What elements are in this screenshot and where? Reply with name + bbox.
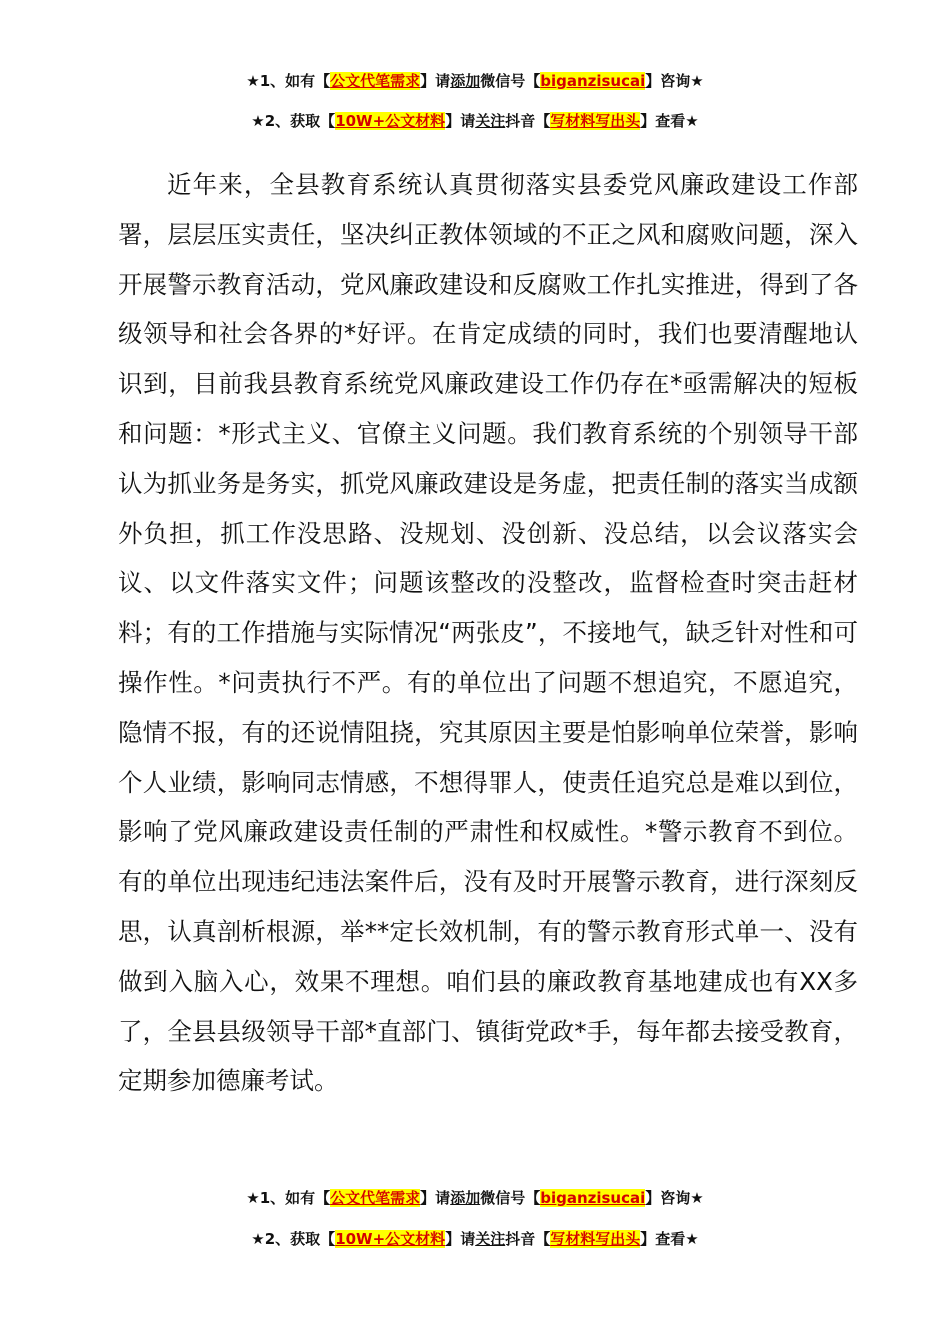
promo-text: 抖音【: [505, 1230, 551, 1248]
promo-text: 微信号【: [480, 1189, 541, 1207]
promo-suffix: 】咨询★: [645, 72, 704, 90]
promo-text: 抖音【: [505, 112, 551, 130]
promo-suffix: 】查看★: [640, 1230, 699, 1248]
promo-highlight-wechat-id: biganzisucai: [540, 72, 646, 90]
promo-prefix: ★1、如有【: [246, 72, 331, 90]
promo-highlight-service: 公文代笔需求: [330, 72, 421, 90]
promo-prefix: ★2、获取【: [251, 1230, 336, 1248]
promo-highlight-wechat-id: biganzisucai: [540, 1189, 646, 1207]
promo-text: 】请: [445, 112, 476, 130]
promo-underlined-action: 添加: [450, 72, 481, 90]
promo-highlight-materials: 10W+公文材料: [335, 1230, 446, 1248]
promo-highlight-douyin-id: 写材料写出头: [550, 1230, 641, 1248]
header-promo-line-2: [0, 110, 950, 132]
promo-text: 】请: [420, 1189, 451, 1207]
promo-text: 微信号【: [480, 72, 541, 90]
promo-text: 】请: [445, 1230, 476, 1248]
footer-promo-line-1: [0, 1187, 950, 1209]
promo-highlight-douyin-id: 写材料写出头: [550, 112, 641, 130]
promo-prefix: ★2、获取【: [251, 112, 336, 130]
promo-underlined-action: 关注: [475, 112, 506, 130]
header-promo-line-1: [0, 70, 950, 92]
footer-promo-line-2: [0, 1228, 950, 1250]
promo-highlight-materials: 10W+公文材料: [335, 112, 446, 130]
promo-text: 】请: [420, 72, 451, 90]
promo-suffix: 】咨询★: [645, 1189, 704, 1207]
promo-suffix: 】查看★: [640, 112, 699, 130]
promo-prefix: ★1、如有【: [246, 1189, 331, 1207]
promo-underlined-action: 关注: [475, 1230, 506, 1248]
promo-underlined-action: 添加: [450, 1189, 481, 1207]
promo-highlight-service: 公文代笔需求: [330, 1189, 421, 1207]
document-paragraph: 近年来，全县教育系统认真贯彻落实县委党风廉政建设工作部署，层层压实责任，坚决纠正教体领域的不正之风和腐败问题，深入开展警示教育活动，党风廉政建设和反腐败工作扎实推进，得到了各级领导和社会各界的*好评。在肯定成绩的同时，我们也要清醒地认识到，目前我县教育系统党风廉政建设工作仍存在*亟需解决的短板和问题：*形式主义、官僚主义问题。我们教育系统的个别领导干部认为抓业务是务实，抓党风廉政建设是务虚，把责任制的落实当成额外负担，抓工作没思路、没规划、没创新、没总结，以会议落实会议、以文件落实文件；问题该整改的没整改，监督检查时突击赶材料；有的工作措施与实际情况“两张皮”，不接地气，缺乏针对性和可操作性。*问责执行不严。有的单位出了问题不想追究，不愿追究，隐情不报，有的还说情阻挠，究其原因主要是怕影响单位荣誉，影响个人业绩，影响同志情感，不想得罪人，使责任追究总是难以到位，影响了党风廉政建设责任制的严肃性和权威性。*警示教育不到位。有的单位出现违纪违法案件后，没有及时开展警示教育，进行深刻反思，认真剖析根源，举**定长效机制，有的警示教育形式单一、没有做到入脑入心，效果不理想。咱们县的廉政教育基地建成也有XX多了，全县县级领导干部*直部门、镇街党政*手，每年都去接受教育，定期参加德廉考试。: [118, 170, 858, 1096]
